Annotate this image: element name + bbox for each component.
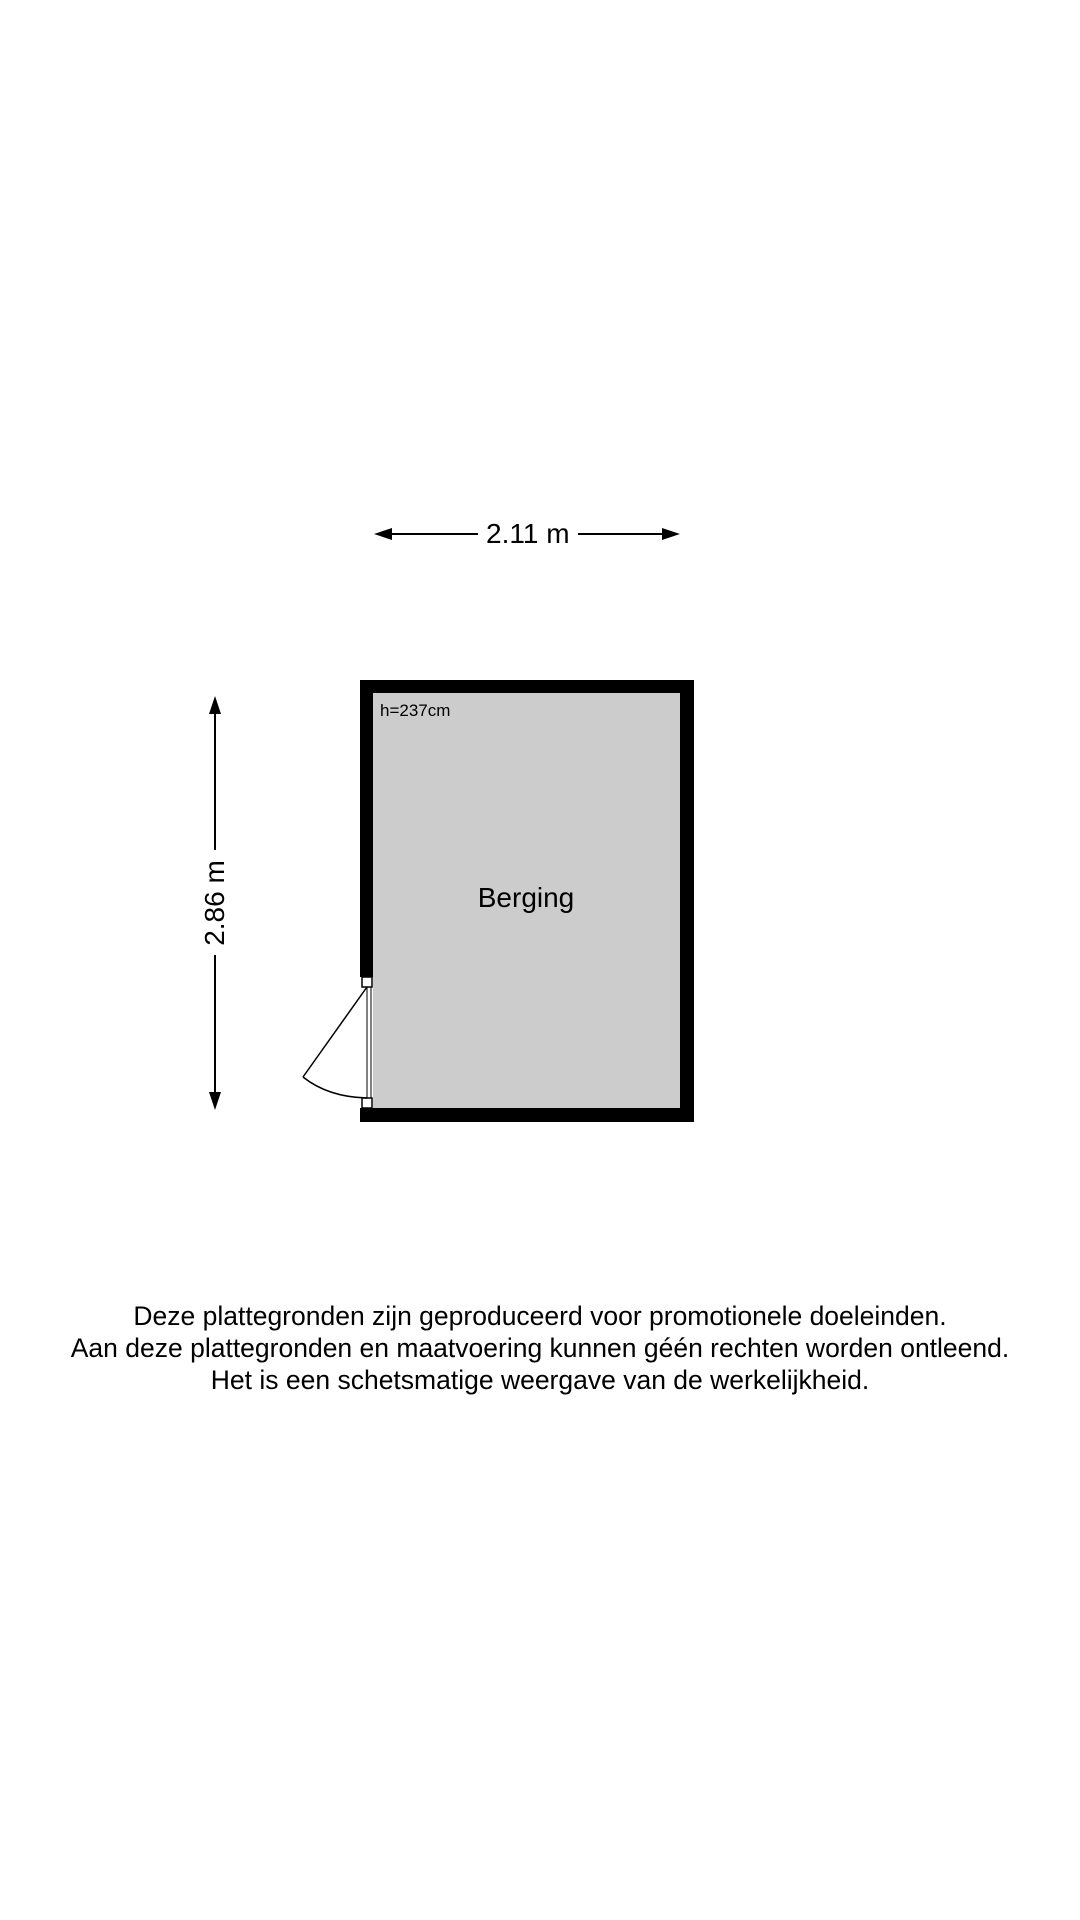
room-name-label: Berging	[477, 882, 575, 913]
ceiling-height-label: h=237cm	[380, 701, 451, 720]
door	[303, 977, 372, 1108]
wall-left	[360, 680, 373, 977]
disclaimer-line: Deze plattegronden zijn geproduceerd voor promotionele doeleinden.	[133, 1301, 947, 1331]
disclaimer-text	[0, 1300, 1080, 1396]
disclaimer-line: Aan deze plattegronden en maatvoering kunnen géén rechten worden ontleend.	[70, 1333, 1010, 1363]
door-swing-arc	[303, 1077, 367, 1098]
arrow-up-icon	[209, 696, 221, 714]
door-jamb-bottom	[362, 1098, 372, 1108]
arrow-down-icon	[209, 1092, 221, 1110]
arrow-left-icon	[374, 528, 392, 540]
door-leaf	[303, 987, 367, 1077]
wall-right	[680, 680, 694, 1122]
wall-top	[360, 680, 694, 693]
height-dimension-label: 2.86 m	[201, 852, 229, 954]
door-jamb-top	[362, 977, 372, 987]
arrow-right-icon	[662, 528, 680, 540]
width-dimension-label: 2.11 m	[478, 520, 578, 548]
disclaimer-line: Het is een schetsmatige weergave van de werkelijkheid.	[210, 1365, 870, 1395]
wall-bottom	[360, 1108, 694, 1122]
